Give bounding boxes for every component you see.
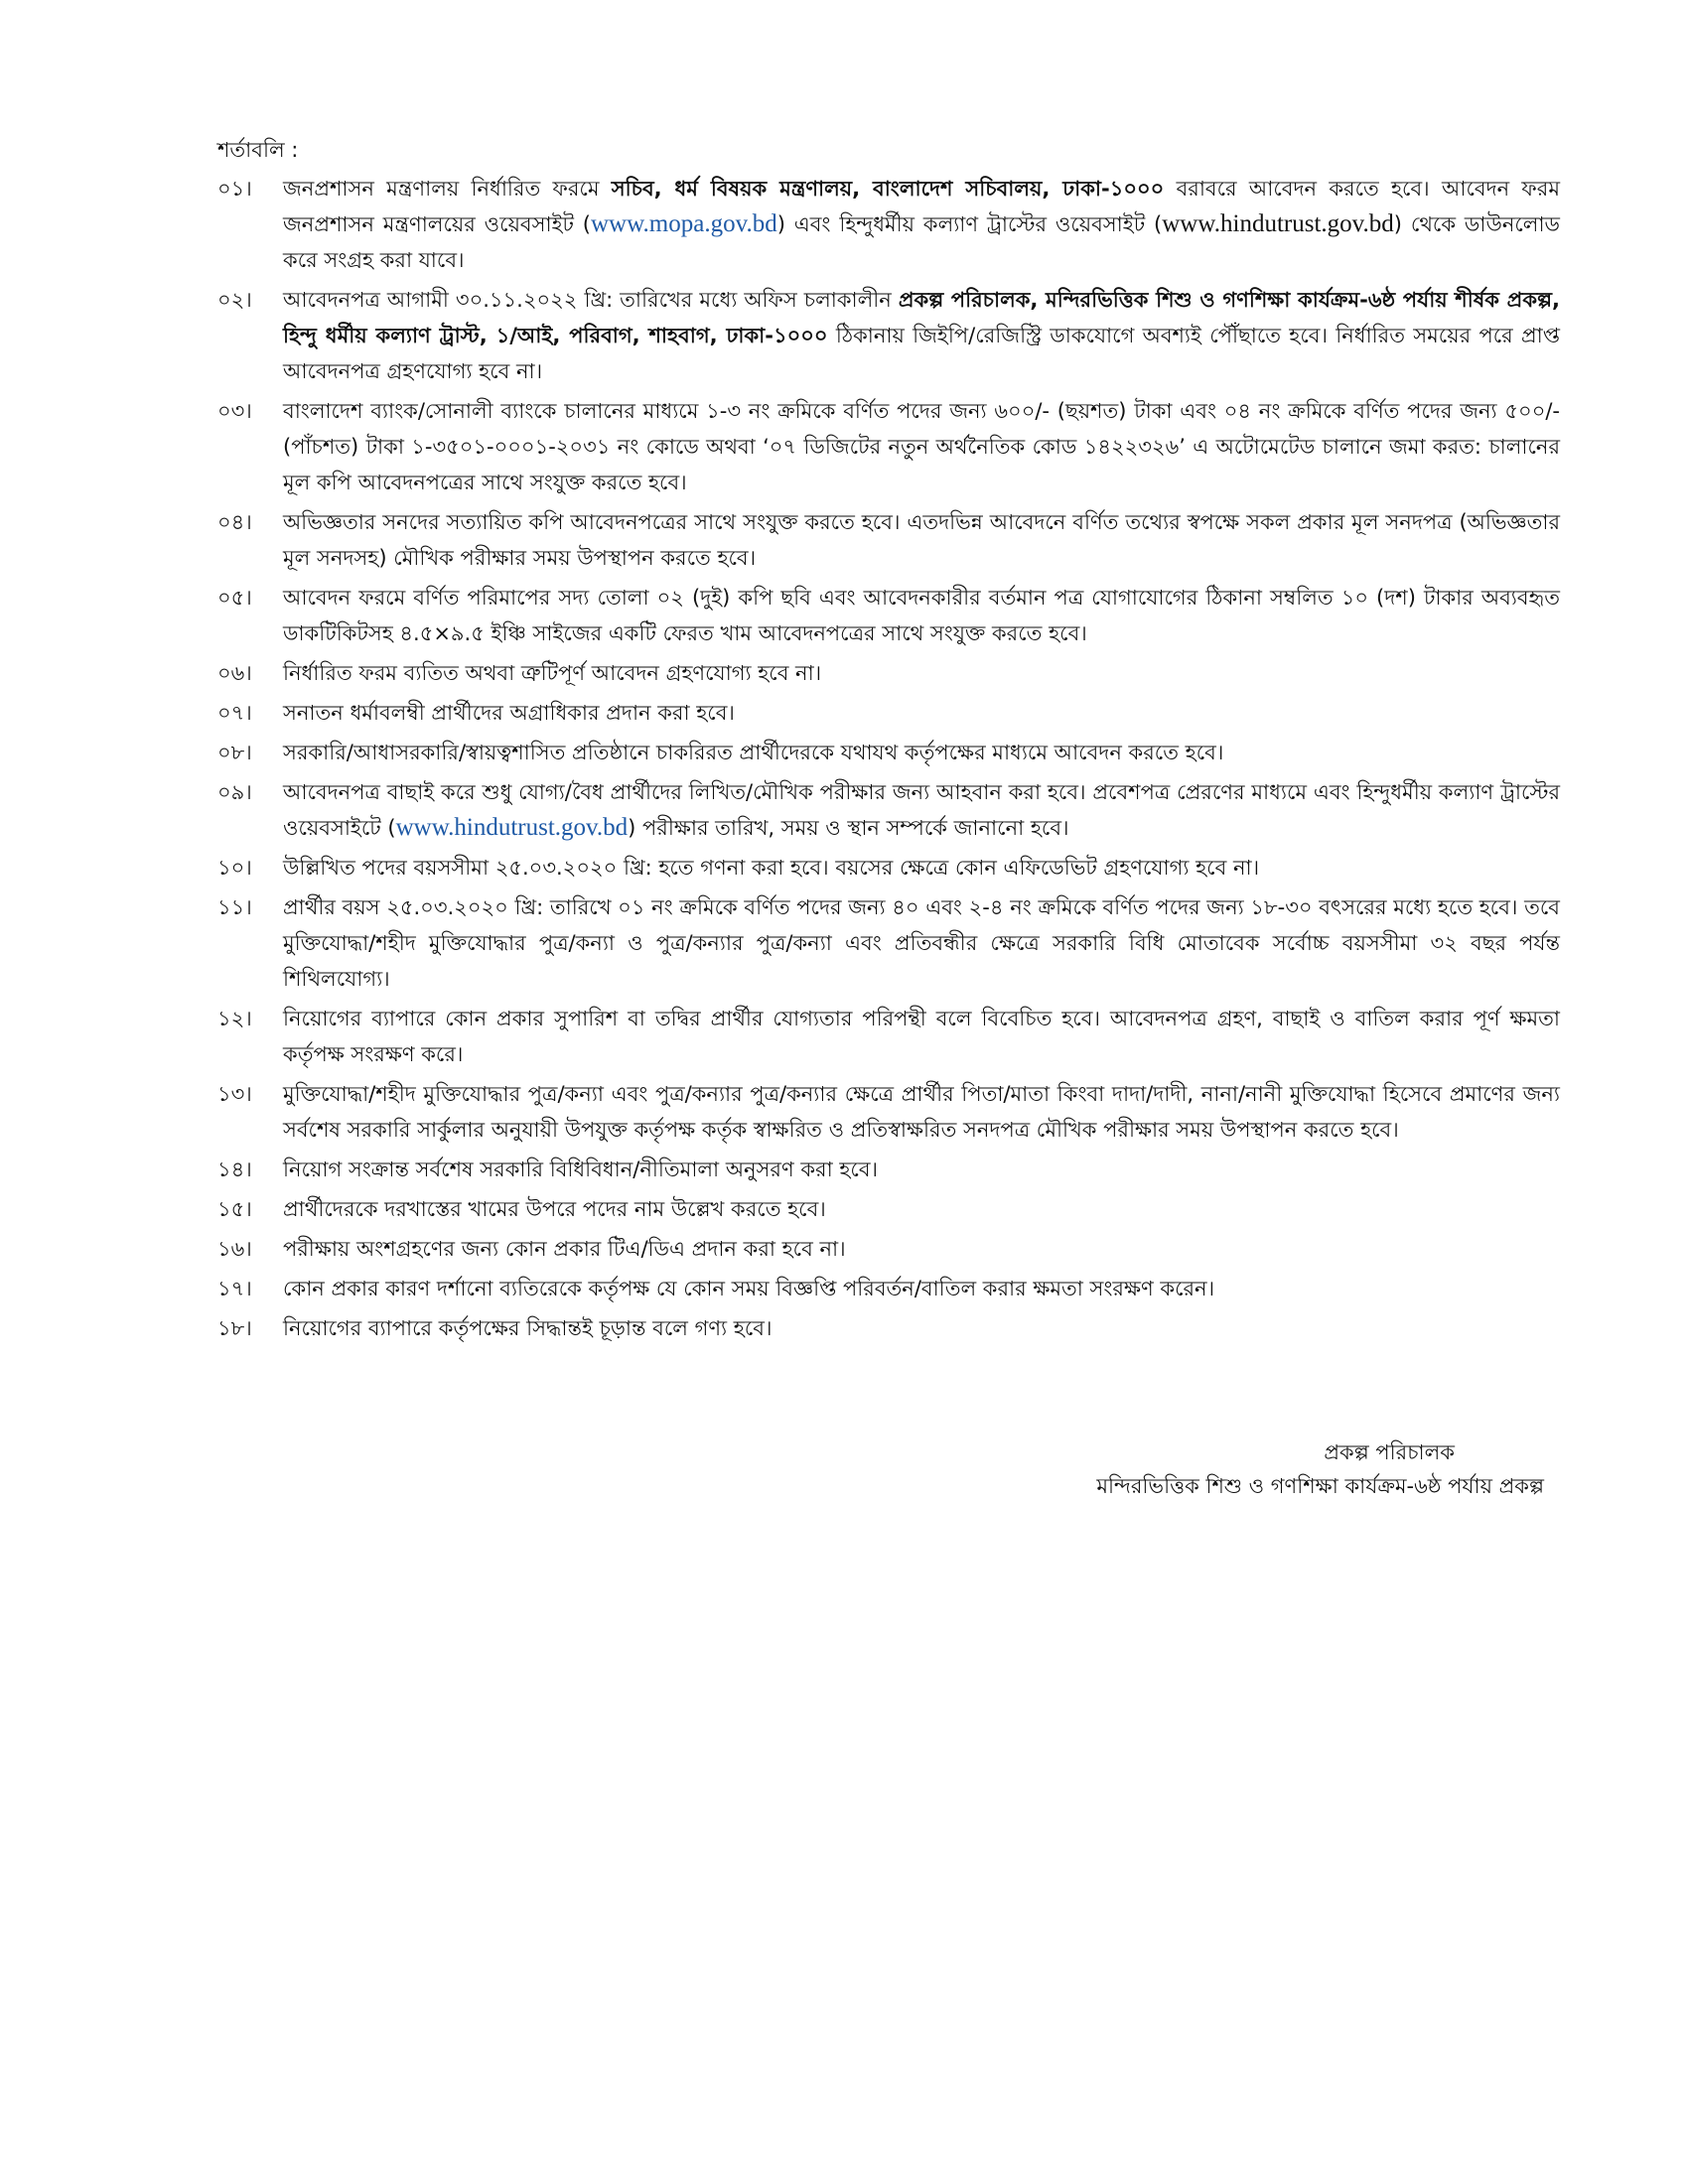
term-segment: নির্ধারিত ফরম ব্যতিত অথবা ত্রুটিপূর্ণ আবেদন গ্রহণযোগ্য হবে না। [283,661,822,685]
term-text [283,655,1560,691]
term-item [217,1310,1560,1346]
terms-list [217,171,1560,1350]
term-item [217,735,1560,770]
term-number: ১৪। [217,1158,252,1181]
term-number: ১৬। [217,1237,252,1261]
term-text [283,1076,1560,1148]
website-link[interactable]: www.hindutrust.gov.bd [395,814,629,841]
website-address: www.hindutrust.gov.bd [1162,210,1394,237]
term-text [283,1310,1560,1346]
term-text [283,1152,1560,1187]
term-item [217,171,1560,278]
term-number: ০৬। [217,661,252,685]
signatory-project: মন্দিরভিত্তিক শিশু ও গণশিক্ষা কার্যক্রম-৬ষ্ঠ পর্যায় প্রকল্প [1096,1474,1544,1498]
term-number: ০২। [217,288,252,312]
term-segment: উল্লিখিত পদের বয়সসীমা ২৫.০৩.২০২০ খ্রি: হতে গণনা করা হবে। বয়সের ক্ষেত্রে কোন এফিডেভিট গ্রহণযোগ্য হবে না। [283,856,1260,880]
term-number: ০১। [217,177,252,201]
term-text [283,695,1560,731]
term-segment: প্রার্থীর বয়স ২৫.০৩.২০২০ খ্রি: তারিখে ০১ নং ক্রমিকে বর্ণিত পদের জন্য ৪০ এবং ২-৪ নং ক্রমিকে বর্ণিত পদের জন্য ১৮-৩০ বৎসরের মধ্যে হতে হবে। তবে মুক্তিযোদ্ধা/শহীদ মুক্তিযোদ্ধার পুত্র/কন্যা ও পুত্র/কন্যার পুত্র/কন্যা এবং প্রতিবন্ধীর ক্ষেত্রে সরকারি বিধি মোতাবেক সর্বোচ্চ বয়সসীমা ৩২ বছর পর্যন্ত শিথিলযোগ্য। [283,895,1560,991]
term-item [217,695,1560,731]
term-segment: ঠিকানায় জিইপি/রেজিস্ট্রি ডাকযোগে অবশ্যই পৌঁছাতে হবে। নির্ধারিত সময়ের পরে প্রাপ্ত আবেদনপত্র গ্রহণযোগ্য হবে না। [283,324,1560,383]
term-item [217,282,1560,389]
term-segment: ) থেকে ডাউনলোড করে সংগ্রহ করা যাবে। [283,212,1560,272]
term-segment: বরাবরে আবেদন করতে হবে। আবেদন ফরম জনপ্রশাসন মন্ত্রণালয়ের ওয়েবসাইট ( [283,177,1560,236]
term-number: ১৭। [217,1277,252,1300]
term-number: ১১। [217,895,252,919]
term-text [283,889,1560,997]
term-item [217,850,1560,886]
website-link[interactable]: www.mopa.gov.bd [591,210,777,237]
term-number: ০৯। [217,780,252,804]
term-text [283,282,1560,389]
term-segment: নিয়োগ সংক্রান্ত সর্বশেষ সরকারি বিধিবিধান/নীতিমালা অনুসরণ করা হবে। [283,1158,879,1181]
term-segment: নিয়োগের ব্যাপারে কোন প্রকার সুপারিশ বা তদ্বির প্রার্থীর যোগ্যতার পরিপন্থী বলে বিবেচিত হবে। আবেদনপত্র গ্রহণ, বাছাই ও বাতিল করার পূর্ণ ক্ষমতা কর্তৃপক্ষ সংরক্ষণ করে। [283,1007,1560,1066]
term-segment: আবেদনপত্র বাছাই করে শুধু যোগ্য/বৈধ প্রার্থীদের লিখিত/মৌখিক পরীক্ষার জন্য আহবান করা হবে। প্রবেশপত্র প্রেরণের মাধ্যমে এবং হিন্দুধর্মীয় কল্যাণ ট্রাস্টের ওয়েবসাইটে ( [283,780,1560,840]
term-segment: নিয়োগের ব্যাপারে কর্তৃপক্ষের সিদ্ধান্তই চূড়ান্ত বলে গণ্য হবে। [283,1316,773,1340]
term-text [283,171,1560,278]
term-segment: কোন প্রকার কারণ দর্শানো ব্যতিরেকে কর্তৃপক্ষ যে কোন সময় বিজ্ঞপ্তি পরিবর্তন/বাতিল করার ক্ষমতা সংরক্ষণ করেন। [283,1277,1215,1300]
term-text [283,1271,1560,1306]
term-text [283,850,1560,886]
signatory-title: প্রকল্প পরিচালক [1324,1440,1455,1464]
term-segment: জনপ্রশাসন মন্ত্রণালয় নির্ধারিত ফরমে [283,177,612,201]
term-segment: ) এবং হিন্দুধর্মীয় কল্যাণ ট্রাস্টের ওয়েবসাইট ( [776,212,1163,236]
term-segment: অভিজ্ঞতার সনদের সত্যায়িত কপি আবেদনপত্রের সাথে সংযুক্ত করতে হবে। এতদভিন্ন আবেদনে বর্ণিত তথ্যের স্বপক্ষে সকল প্রকার মূল সনদপত্র (অভিজ্ঞতার মূল সনদসহ) মৌখিক পরীক্ষার সময় উপস্থাপন করতে হবে। [283,510,1560,570]
term-number: ০৮। [217,741,252,764]
term-emphasis: প্রকল্প পরিচালক, মন্দিরভিত্তিক শিশু ও গণশিক্ষা কার্যক্রম-৬ষ্ঠ পর্যায় শীর্ষক প্রকল্প, হিন্দু ধর্মীয় কল্যাণ ট্রাস্ট, ১/আই, পরিবাগ, শাহবাগ, ঢাকা-১০০০ [283,288,1560,347]
term-item [217,580,1560,651]
term-segment: আবেদনপত্র আগামী ৩০.১১.২০২২ খ্রি: তারিখের মধ্যে অফিস চলাকালীন [283,288,899,312]
term-item [217,1152,1560,1187]
term-text [283,580,1560,651]
term-number: ০৫। [217,586,252,610]
term-segment: মুক্তিযোদ্ধা/শহীদ মুক্তিযোদ্ধার পুত্র/কন্যা এবং পুত্র/কন্যার পুত্র/কন্যার ক্ষেত্রে প্রার্থীর পিতা/মাতা কিংবা দাদা/দাদী, নানা/নানী মুক্তিযোদ্ধা হিসেবে প্রমাণের জন্য সর্বশেষ সরকারি সার্কুলার অনুযায়ী উপযুক্ত কর্তৃপক্ষ কর্তৃক স্বাক্ষরিত ও প্রতিস্বাক্ষরিত সনদপত্র মৌখিক পরীক্ষার সময় উপস্থাপন করতে হবে। [283,1082,1560,1142]
term-item [217,1001,1560,1072]
term-segment: আবেদন ফরমে বর্ণিত পরিমাপের সদ্য তোলা ০২ (দুই) কপি ছবি এবং আবেদনকারীর বর্তমান পত্র যোগাযোগের ঠিকানা সম্বলিত ১০ (দশ) টাকার অব্যবহৃত ডাকটিকিটসহ ৪.৫×৯.৫ ইঞ্চি সাইজের একটি ফেরত খাম আবেদনপত্রের সাথে সংযুক্ত করতে হবে। [283,586,1560,645]
term-number: ১৫। [217,1197,252,1221]
term-text [283,774,1560,846]
term-item [217,1271,1560,1306]
signature-block [1096,1435,1544,1503]
term-number: ১৮। [217,1316,252,1340]
term-text [283,1231,1560,1267]
term-item [217,1076,1560,1148]
term-emphasis: সচিব, ধর্ম বিষয়ক মন্ত্রণালয়, বাংলাদেশ সচিবালয়, ঢাকা-১০০০ [611,177,1165,201]
term-text [283,1001,1560,1072]
term-number: ১২। [217,1007,252,1030]
term-segment: বাংলাদেশ ব্যাংক/সোনালী ব্যাংকে চালানের মাধ্যমে ১-৩ নং ক্রমিকে বর্ণিত পদের জন্য ৬০০/- (ছয়শত) টাকা এবং ০৪ নং ক্রমিকে বর্ণিত পদের জন্য ৫০০/- (পাঁচশত) টাকা ১-৩৫০১-০০০১-২০৩১ নং কোডে অথবা ‘০৭ ডিজিটের নতুন অর্থনৈতিক কোড ১৪২২৩২৬’ এ অটোমেটেড চালানে জমা করত: চালানের মূল কপি আবেদনপত্রের সাথে সংযুক্ত করতে হবে। [283,399,1560,494]
term-item [217,1191,1560,1227]
term-segment: পরীক্ষায় অংশগ্রহণের জন্য কোন প্রকার টিএ/ডিএ প্রদান করা হবে না। [283,1237,846,1261]
term-item [217,774,1560,846]
term-segment: সরকারি/আধাসরকারি/স্বায়ত্বশাসিত প্রতিষ্ঠানে চাকরিরত প্রার্থীদেরকে যথাযথ কর্তৃপক্ষের মাধ্যমে আবেদন করতে হবে। [283,741,1224,764]
term-item [217,393,1560,500]
term-text [283,504,1560,576]
term-item [217,504,1560,576]
term-text [283,393,1560,500]
term-item [217,655,1560,691]
term-number: ১৩। [217,1082,252,1106]
term-number: ০৪। [217,510,252,534]
term-item [217,1231,1560,1267]
terms-heading: শর্তাবলি : [217,138,299,162]
term-segment: প্রার্থীদেরকে দরখাস্তের খামের উপরে পদের নাম উল্লেখ করতে হবে। [283,1197,826,1221]
term-segment: সনাতন ধর্মাবলম্বী প্রার্থীদের অগ্রাধিকার প্রদান করা হবে। [283,701,735,725]
term-segment: ) পরীক্ষার তারিখ, সময় ও স্থান সম্পর্কে জানানো হবে। [628,816,1069,840]
term-item [217,889,1560,997]
term-number: ০৭। [217,701,252,725]
term-text [283,1191,1560,1227]
term-number: ১০। [217,856,252,880]
term-number: ০৩। [217,399,252,423]
term-text [283,735,1560,770]
